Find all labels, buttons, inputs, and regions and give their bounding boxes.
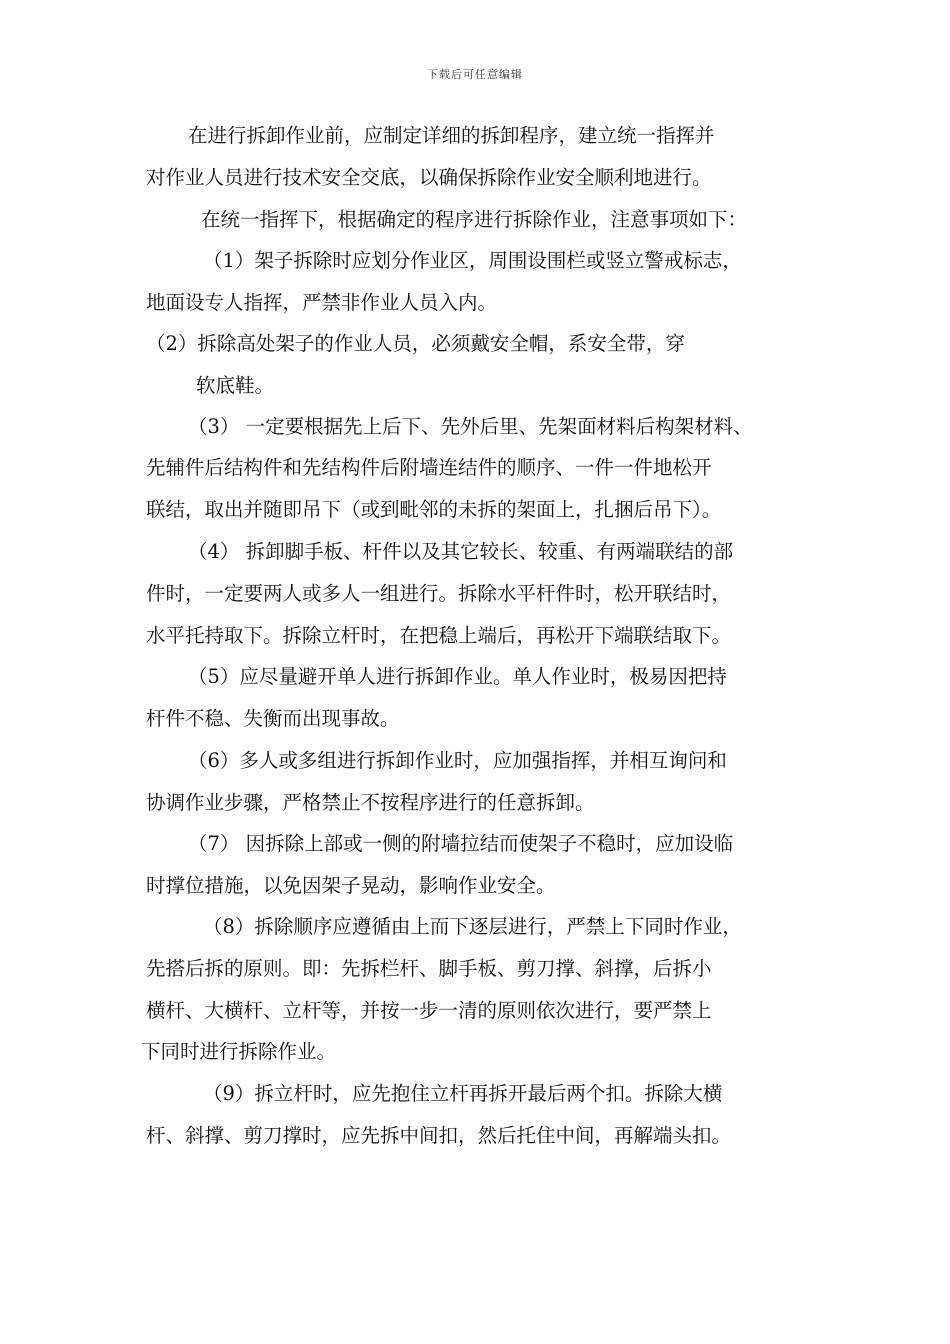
text-line: 联结，取出并随即吊下（或到毗邻的未拆的架面上，扎捆后吊下）。 xyxy=(146,498,722,521)
text-line: 在进行拆卸作业前，应制定详细的拆卸程序，建立统一指挥并 xyxy=(188,124,715,147)
page-header: 下载后可任意编辑 xyxy=(427,68,523,81)
text-line: 件时，一定要两人或多人一组进行。拆除水平杆件时，松开联结时， xyxy=(146,582,732,605)
text-line: （2）拆除高处架子的作业人员，必须戴安全帽，系安全带，穿 xyxy=(146,332,685,355)
text-line: 杆、斜撑、剪刀撑时，应先拆中间扣，然后托住中间，再解端头扣。 xyxy=(146,1124,732,1147)
text-line: （1）架子拆除时应划分作业区，周围设围栏或竖立警戒标志， xyxy=(203,249,742,272)
text-line: 杆件不稳、失衡而出现事故。 xyxy=(146,707,400,730)
text-line: （6）多人或多组进行拆卸作业时，应加强指挥，并相互询问和 xyxy=(188,749,727,772)
text-line: 先辅件后结构件和先结构件后附墙连结件的顺序、一件一件地松开 xyxy=(146,456,712,479)
text-line: 横杆、大横杆、立杆等，并按一步一清的原则依次进行，要严禁上 xyxy=(146,999,712,1022)
text-line: 地面设专人指挥，严禁非作业人员入内。 xyxy=(146,291,498,314)
text-line: （9）拆立杆时，应先抱住立杆再拆开最后两个扣。拆除大横 xyxy=(203,1082,723,1105)
text-line: 协调作业步骤，严格禁止不按程序进行的任意拆卸。 xyxy=(146,791,595,814)
text-line: 先搭后拆的原则。即：先拆栏杆、脚手板、剪刀撑、斜撑，后拆小 xyxy=(146,957,712,980)
text-line: （8）拆除顺序应遵循由上而下逐层进行，严禁上下同时作业， xyxy=(203,915,742,938)
text-line: 软底鞋。 xyxy=(196,374,275,397)
text-line: 时撑位措施，以免因架子晃动，影响作业安全。 xyxy=(146,874,556,897)
text-line: （4） 拆卸脚手板、杆件以及其它较长、较重、有两端联结的部 xyxy=(188,540,734,563)
text-line: 水平托持取下。拆除立杆时，在把稳上端后，再松开下端联结取下。 xyxy=(146,624,732,647)
text-line: （7） 因拆除上部或一侧的附墙拉结而使架子不稳时，应加设临 xyxy=(188,832,734,855)
text-line: （5）应尽量避开单人进行拆卸作业。单人作业时，极易因把持 xyxy=(188,665,727,688)
text-line: 在统一指挥下，根据确定的程序进行拆除作业，注意事项如下： xyxy=(201,208,748,231)
text-line: 对作业人员进行技术安全交底，以确保拆除作业安全顺利地进行。 xyxy=(146,166,712,189)
text-line: 下同时进行拆除作业。 xyxy=(141,1040,337,1063)
text-line: （3） 一定要根据先上后下、先外后里、先架面材料后构架材料、 xyxy=(188,415,753,438)
